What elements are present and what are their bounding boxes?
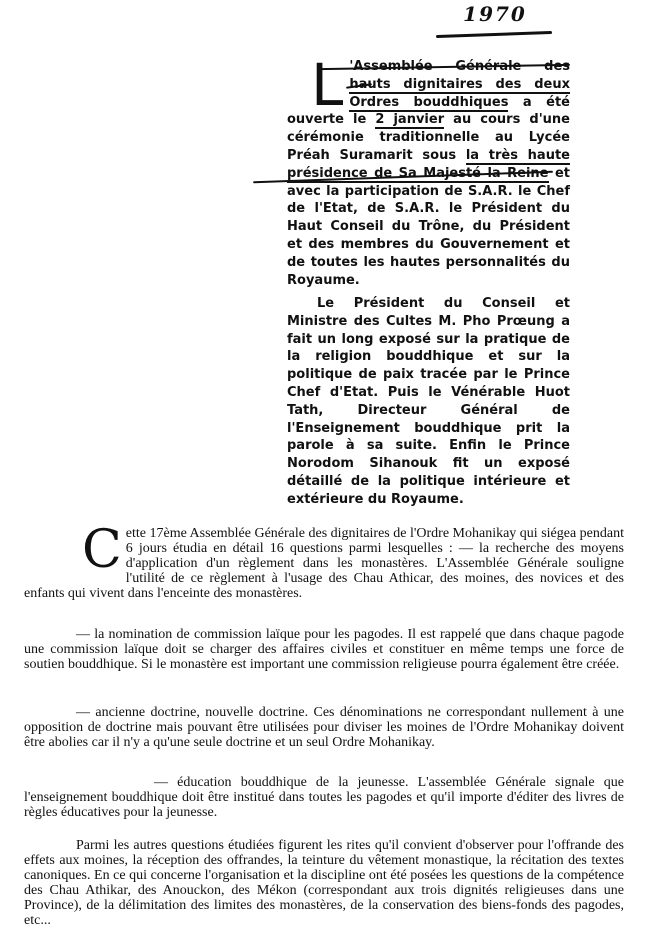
assembly-intro	[24, 520, 624, 601]
education-paragraph	[24, 775, 624, 820]
underlined-text: hauts dignitaires des deux	[349, 76, 570, 92]
commission-text: — la nomination de commission laïque pour les pagodes. Il est rappelé que dans chaque pagode une commission laïque doit se charger des affaires civiles et constituer en même temps une force de soutien bouddhique. Si le monastère est important une commission religieuse pourra également être créée.	[24, 627, 624, 672]
dropcap-l: L	[311, 51, 344, 119]
dropcap-c: C	[82, 520, 122, 580]
handwritten-year: 1970	[463, 2, 527, 26]
handwritten-underline	[436, 31, 552, 38]
intro-text: et avec la participation de S.A.R. le Chef de l'Etat, de S.A.R. le Président du Haut Conseil du Trône, du Président et des membres du Gouvernement et de toutes les hautes personnalités du Royaume.	[287, 165, 570, 288]
education-text: — éducation bouddhique de la jeunesse. L'assemblée Générale signale que l'enseignement bouddhique doit être institué dans toutes les pagodes et qu'il importe d'éditer des livres de règles éducatives pour la jeunesse.	[24, 775, 624, 820]
doctrine-text: — ancienne doctrine, nouvelle doctrine. Ces dénominations ne correspondant nullement à une opposition de doctrine mais pouvant être utilisées pour diviser les moines de l'Ordre Mohanikay doivent être abolies car il n'y a qu'une seule doctrine et un seul Ordre Mohanikay.	[24, 705, 624, 750]
intro-column	[287, 51, 571, 289]
intro-text: a été ouverte le	[287, 94, 570, 128]
questions-paragraph	[24, 838, 624, 928]
intro-text: 'Assemblée Générale des	[349, 59, 570, 74]
questions-text: Parmi les autres questions étudiées figurent les rites qu'il convient d'observer pour l'offrande des effets aux moines, la réception des offrandes, la teinture du vêtement monastique, la récitation des textes canoniques. En ce qui concerne l'organisation et la discipline ont été posées les questions de la compétence des Chau Athikar, des Anouckon, des Mékon (correspondant aux trois dignités religieuses dans une Province), de la délimitation des limites des monastères, de la conservation des biens-fonds des pagodes, etc...	[24, 838, 624, 928]
assembly-paragraph	[24, 520, 624, 601]
intro-paragraph	[287, 51, 571, 289]
intro-text: au cours d'une cérémonie traditionnelle au Lycée Préah Suramarit sous	[287, 112, 571, 163]
underlined-text: Ordres bouddhiques	[349, 94, 509, 110]
second-column-paragraph	[287, 295, 570, 509]
doctrine-paragraph	[24, 705, 624, 750]
speech-paragraph: Le Président du Conseil et Ministre des Cultes M. Pho Prœung a fait un long exposé sur la pratique de la religion bouddhique et sur la politique de paix tracée par le Prince Chef d'Etat. Puis le Vénérable Huot Tath, Directeur Général de l'Enseignement bouddhique prit la parole à sa suite. Enfin le Prince Norodom Sihanouk fit un exposé détaillé de la politique intérieure et extérieure du Royaume.	[287, 296, 570, 507]
assembly-text: ette 17ème Assemblée Générale des dignitaires de l'Ordre Mohanikay qui siégea pendant 6 jours étudia en détail 16 questions parmi lesquelles : — la recherche des moyens d'application d'un règlement dans les monastères. L'Assemblée Générale souligne l'utilité de ce règlement à l'usage des Chau Athicar, des moines, des novices et des enfants qui vivent dans l'enceinte des monastères.	[24, 526, 624, 601]
underlined-text: la très haute présidence de Sa Majesté la Reine	[287, 147, 570, 181]
commission-paragraph	[24, 627, 624, 672]
underlined-date: 2 janvier	[375, 112, 445, 128]
